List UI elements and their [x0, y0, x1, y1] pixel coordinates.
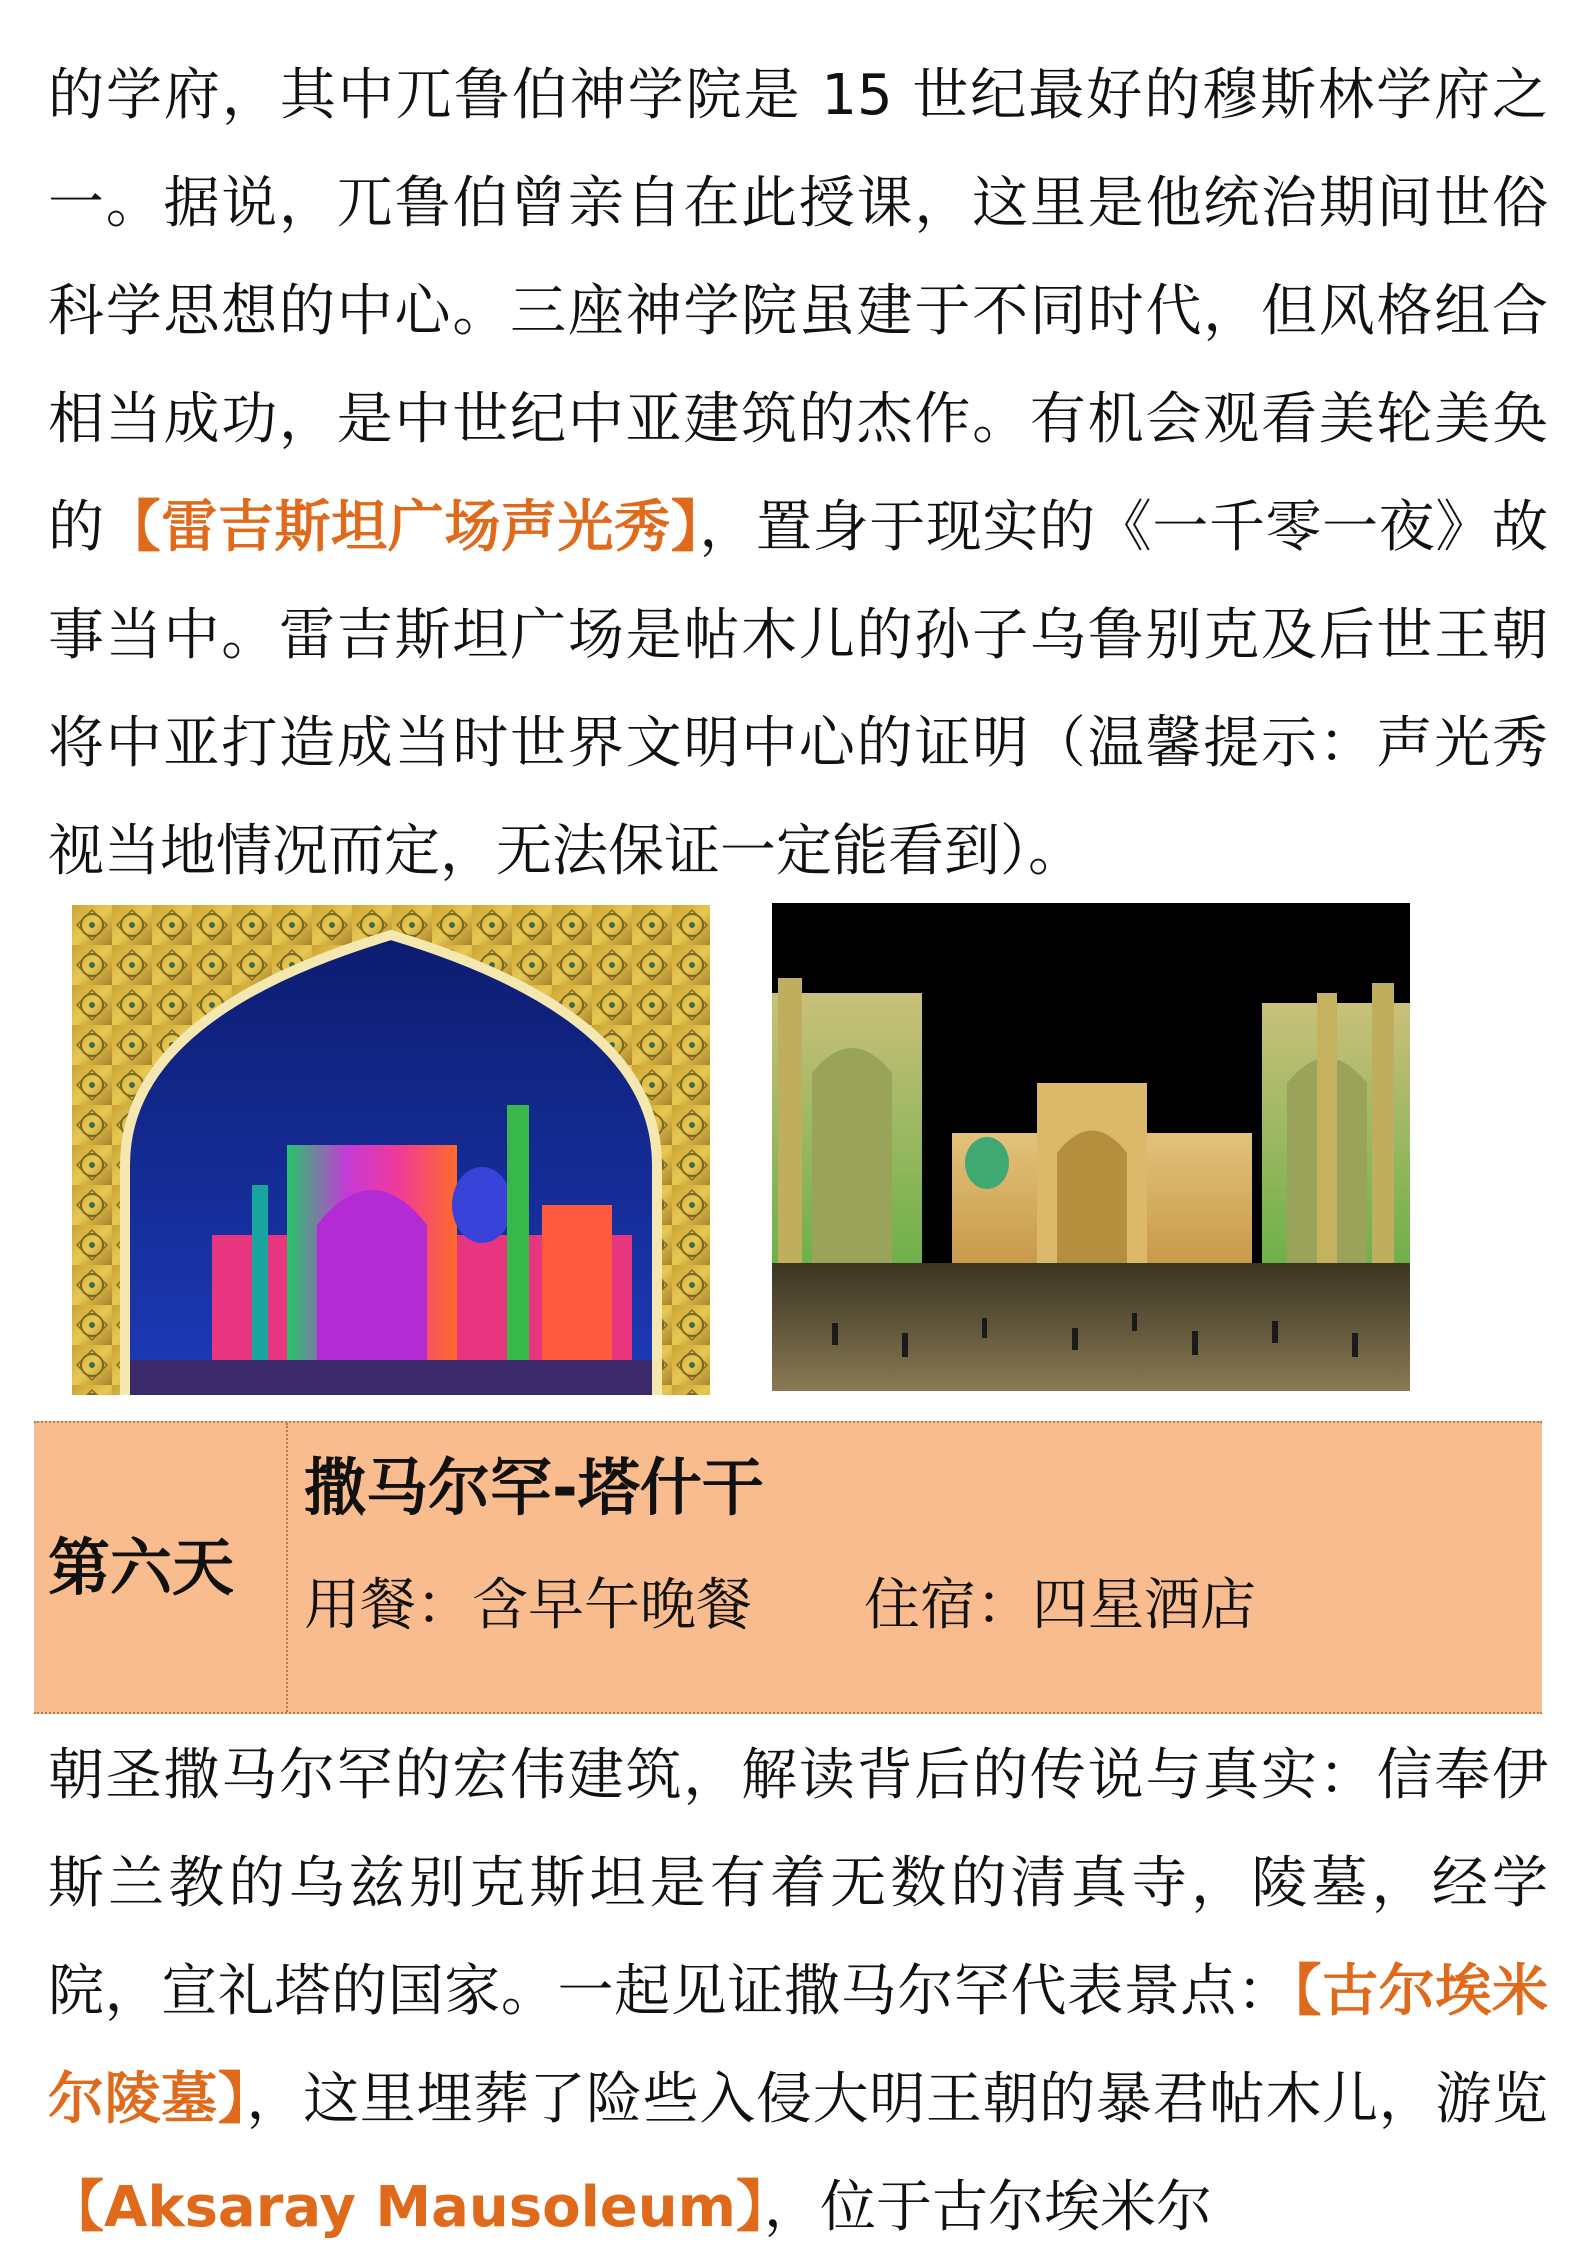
day-label: 第六天 [48, 1531, 235, 1604]
day-meals: 用餐：含早午晚餐 [304, 1573, 752, 1638]
day-header-divider [286, 1423, 288, 1712]
paragraph-samarkand-description [48, 1722, 1548, 2262]
paragraph-text: 朝圣撒马尔罕的宏伟建筑，解读背后的传说与真实：信奉伊斯兰教的乌兹别克斯坦是有着无数的清真寺，陵墓，经学院，宣礼塔的国家。一起见证撒马尔罕代表景点： [48, 1743, 1548, 2024]
paragraph-text: 的学府，其中兀鲁伯神学院是 15 世纪最好的穆斯林学府之一。据说，兀鲁伯曾亲自在此授课，这里是他统治期间世俗科学思想的中心。三座神学院虽建于不同时代，但风格组合相当成功，是中世纪中亚建筑的杰作。有机会观看美轮美奂的 [48, 63, 1548, 560]
paragraph-text: ，位于古尔埃米尔 [763, 2175, 1212, 2240]
paragraph-text: ，置身于现实的《一千零一夜》故事当中。雷吉斯坦广场是帖木儿的孙子乌鲁别克及后世王朝将中亚打造成当时世界文明中心的证明（温馨提示：声光秀视当地情况而定，无法保证一定能看到）。 [48, 495, 1549, 884]
day-itinerary-header [34, 1421, 1542, 1714]
paragraph-text: ，这里埋葬了险些入侵大明王朝的暴君帖木儿，游览 [246, 2067, 1549, 2132]
highlight-registan-light-show: 【雷吉斯坦广场声光秀】 [104, 495, 700, 560]
day-hotel: 住宿：四星酒店 [864, 1573, 1256, 1638]
day-route: 撒马尔罕-塔什干 [304, 1451, 764, 1524]
highlight-aksaray-mausoleum: 【Aksaray Mausoleum】 [48, 2175, 764, 2240]
highlight-gur-emir-mausoleum: 【古尔埃米尔陵墓】 [48, 1959, 1549, 2132]
paragraph-registan-description [48, 42, 1548, 906]
photo-registan-square-night [772, 903, 1410, 1391]
photo-arch-illuminated-madrasa [72, 905, 710, 1395]
